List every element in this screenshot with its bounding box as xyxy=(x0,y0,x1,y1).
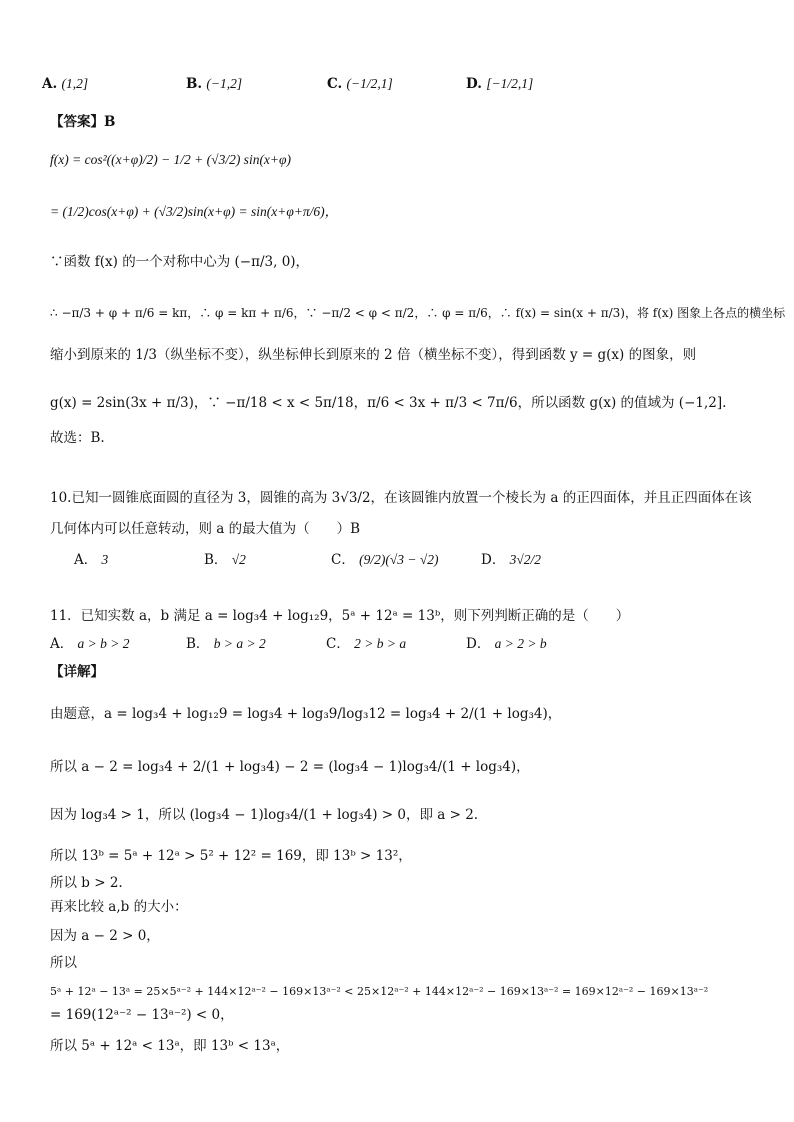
solution-line: 所以 xyxy=(50,955,77,971)
solution-line: 所以 13ᵇ = 5ᵃ + 12ᵃ > 5² + 12² = 169，即 13ᵇ > 13²， xyxy=(50,848,412,864)
solution-line: = 169(12ᵃ⁻² − 13ᵃ⁻²) < 0， xyxy=(50,1007,234,1023)
detail-tag: 【详解】 xyxy=(50,664,104,680)
option-label: A. xyxy=(42,76,58,92)
solution-line: 所以 a − 2 = log₃4 + 2/(1 + log₃4) − 2 = (log₃4 − 1)log₃4/(1 + log₃4)， xyxy=(50,759,530,775)
answer-tag: 【答案】B xyxy=(50,114,116,130)
solution-line: f(x) = cos²((x+φ)/2) − 1/2 + (√3/2) sin(x+φ) xyxy=(50,152,292,167)
option-value: 2 > b > a xyxy=(354,636,407,651)
solution-line: 所以 b > 2. xyxy=(50,875,123,891)
option-value: a > b > 2 xyxy=(77,636,130,651)
option-value: [−1/2,1] xyxy=(486,76,534,91)
q10-option-c xyxy=(331,550,439,570)
option-value: (9/2)(√3 − √2) xyxy=(359,552,439,567)
option-value: (1,2] xyxy=(61,76,89,91)
solution-line: 5ᵃ + 12ᵃ − 13ᵃ = 25×5ᵃ⁻² + 144×12ᵃ⁻² − 169×13ᵃ⁻² < 25×12ᵃ⁻² + 144×12ᵃ⁻² − 169×13ᵃ⁻² = 169×12ᵃ⁻² − 169×13ᵃ⁻² xyxy=(50,985,709,998)
solution-line: 再来比较 a,b 的大小： xyxy=(50,899,188,915)
q10-option-d xyxy=(481,550,541,570)
option-value: (−1,2] xyxy=(206,76,243,91)
option-label: C. xyxy=(327,76,343,92)
question-11-stem: 11．已知实数 a，b 满足 a = log₃4 + log₁₂9，5ᵃ + 12ᵃ = 13ᵇ，则下列判断正确的是（ ） xyxy=(50,608,630,624)
option-label: A． xyxy=(50,636,74,652)
q9-option-a xyxy=(42,74,88,94)
option-label: B． xyxy=(204,552,228,568)
solution-line: ∴ −π/3 + φ + π/6 = kπ，∴ φ = kπ + π/6，∵ −π/2 < φ < π/2，∴ φ = π/6，∴ f(x) = sin(x + π/3)，将 f(x) 图象上各点的横坐标 xyxy=(50,306,786,320)
solution-line: ∵函数 f(x) 的一个对称中心为 (−π/3, 0)， xyxy=(50,254,310,270)
option-label: A． xyxy=(74,552,98,568)
solution-line: 由题意，a = log₃4 + log₁₂9 = log₃4 + log₃9/log₃12 = log₃4 + 2/(1 + log₃4)， xyxy=(50,706,562,722)
solution-line: 因为 log₃4 > 1，所以 (log₃4 − 1)log₃4/(1 + log₃4) > 0，即 a > 2. xyxy=(50,807,479,823)
question-10-stem: 10.已知一圆锥底面圆的直径为 3，圆锥的高为 3√3/2，在该圆锥内放置一个棱长为 a 的正四面体，并且正四面体在该 xyxy=(50,490,752,506)
q10-option-a xyxy=(74,550,108,570)
q11-option-a xyxy=(50,634,130,654)
option-value: √2 xyxy=(231,552,246,567)
solution-line: 因为 a − 2 > 0， xyxy=(50,928,160,944)
option-label: D． xyxy=(481,552,506,568)
q9-option-c xyxy=(327,74,393,94)
q9-option-b xyxy=(186,74,242,94)
option-label: D． xyxy=(466,636,491,652)
q11-option-d xyxy=(466,634,547,654)
solution-line: 缩小到原来的 1/3（纵坐标不变），纵坐标伸长到原来的 2 倍（横坐标不变），得到函数 y = g(x) 的图象，则 xyxy=(50,347,697,363)
q9-option-d xyxy=(466,74,533,94)
solution-line: 故选：B. xyxy=(50,430,105,446)
option-value: 3√2/2 xyxy=(509,552,542,567)
q11-option-c xyxy=(326,634,406,654)
question-10-stem: 几何体内可以任意转动，则 a 的最大值为（ ）B xyxy=(50,521,361,537)
option-label: C． xyxy=(331,552,355,568)
option-label: C． xyxy=(326,636,350,652)
option-value: 3 xyxy=(101,552,109,567)
q11-option-b xyxy=(186,634,266,654)
option-value: (−1/2,1] xyxy=(346,76,393,91)
option-value: a > 2 > b xyxy=(494,636,547,651)
q10-option-b xyxy=(204,550,246,570)
solution-line: = (1/2)cos(x+φ) + (√3/2)sin(x+φ) = sin(x+φ+π/6)， xyxy=(50,204,339,219)
option-value: b > a > 2 xyxy=(213,636,266,651)
option-label: B． xyxy=(186,636,210,652)
option-label: D. xyxy=(466,76,482,92)
option-label: B. xyxy=(186,76,203,92)
solution-line: 所以 5ᵃ + 12ᵃ < 13ᵃ，即 13ᵇ < 13ᵃ， xyxy=(50,1038,290,1054)
solution-line: g(x) = 2sin(3x + π/3)，∵ −π/18 < x < 5π/18，π/6 < 3x + π/3 < 7π/6，所以函数 g(x) 的值域为 (−1,2]. xyxy=(50,395,727,411)
